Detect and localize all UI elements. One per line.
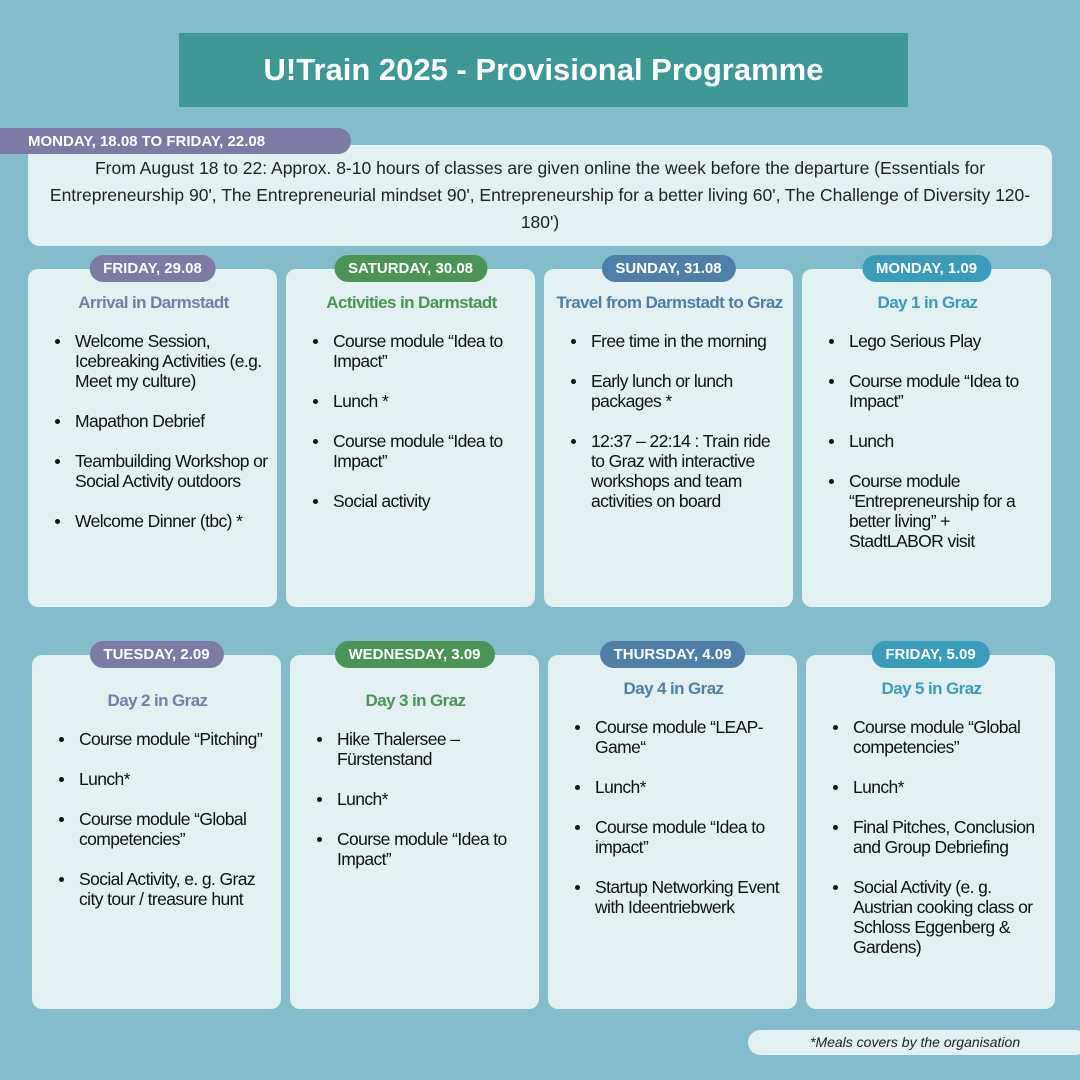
list-item: Course module “Idea to impact” [558, 817, 789, 857]
day-heading: Day 3 in Graz [365, 691, 466, 710]
footnote: *Meals covers by the organisation [748, 1030, 1080, 1055]
list-item: Hike Thalersee – Fürstenstand [300, 729, 531, 769]
day-badge: FRIDAY, 5.09 [871, 641, 989, 668]
day-card [544, 260, 793, 607]
day-card [806, 646, 1055, 1009]
page-title: U!Train 2025 - Provisional Programme [179, 33, 908, 107]
list-item: Startup Networking Event with Ideentriebwerk [558, 877, 789, 917]
activity-list [554, 331, 785, 511]
list-item: Course module “Idea to Impact” [296, 331, 527, 371]
list-item: Course module “Global competencies” [816, 717, 1047, 757]
day-card [286, 260, 535, 607]
day-badge: SATURDAY, 30.08 [334, 255, 487, 282]
list-item: Lunch* [558, 777, 789, 797]
list-item: Welcome Dinner (tbc) * [38, 511, 269, 531]
day-badge: WEDNESDAY, 3.09 [335, 641, 495, 668]
day-card [28, 260, 277, 607]
list-item: Course module “Idea to Impact” [812, 371, 1043, 411]
list-item: Social activity [296, 491, 527, 511]
day-card [290, 646, 539, 1009]
list-item: Course module “Pitching” [42, 729, 273, 749]
list-item: Teambuilding Workshop or Social Activity outdoors [38, 451, 269, 491]
list-item: 12:37 – 22:14 : Train ride to Graz with interactive workshops and team activities on board [554, 431, 785, 511]
list-item: Course module “Global competencies” [42, 809, 273, 849]
list-item: Course module “LEAP-Game“ [558, 717, 789, 757]
list-item: Social Activity, e. g. Graz city tour / treasure hunt [42, 869, 273, 909]
day-card [32, 646, 281, 1009]
day-heading: Travel from Darmstadt to Graz [556, 293, 783, 312]
activity-list [296, 331, 527, 511]
day-badge: FRIDAY, 29.08 [89, 255, 216, 282]
day-badge: MONDAY, 1.09 [862, 255, 991, 282]
day-heading: Day 2 in Graz [107, 691, 208, 710]
online-week-box [28, 145, 1052, 246]
list-item: Final Pitches, Conclusion and Group Debriefing [816, 817, 1047, 857]
list-item: Mapathon Debrief [38, 411, 269, 431]
list-item: Free time in the morning [554, 331, 785, 351]
day-heading: Day 5 in Graz [881, 679, 982, 698]
list-item: Lunch* [816, 777, 1047, 797]
list-item: Lego Serious Play [812, 331, 1043, 351]
day-card [548, 646, 797, 1009]
activity-list [42, 729, 273, 909]
list-item: Course module “Idea to Impact” [296, 431, 527, 471]
activity-list [558, 717, 789, 917]
day-badge: TUESDAY, 2.09 [89, 641, 223, 668]
list-item: Social Activity (e. g. Austrian cooking class or Schloss Eggenberg & Gardens) [816, 877, 1047, 957]
activity-list [300, 729, 531, 869]
day-badge: SUNDAY, 31.08 [601, 255, 735, 282]
online-week-text: From August 18 to 22: Approx. 8-10 hours of classes are given online the week before the departure (Essentials for Entrepreneurship 90', The Entrepreneurial mindset 90', Entrepreneurship for a better living 60', The Challenge of Diversity 120-180') [49, 158, 1031, 232]
list-item: Course module “Idea to Impact” [300, 829, 531, 869]
list-item: Lunch* [42, 769, 273, 789]
activity-list [38, 331, 269, 531]
online-week-badge: MONDAY, 18.08 TO FRIDAY, 22.08 [0, 128, 351, 154]
day-badge: THURSDAY, 4.09 [600, 641, 746, 668]
list-item: Early lunch or lunch packages * [554, 371, 785, 411]
day-heading: Day 1 in Graz [877, 293, 978, 312]
list-item: Course module “Entrepreneurship for a better living” + StadtLABOR visit [812, 471, 1043, 551]
day-card [802, 260, 1051, 607]
list-item: Lunch * [296, 391, 527, 411]
day-heading: Activities in Darmstadt [326, 293, 497, 312]
activity-list [816, 717, 1047, 957]
activity-list [812, 331, 1043, 551]
day-heading: Arrival in Darmstadt [78, 293, 229, 312]
list-item: Welcome Session, Icebreaking Activities (e.g. Meet my culture) [38, 331, 269, 391]
list-item: Lunch [812, 431, 1043, 451]
day-heading: Day 4 in Graz [623, 679, 724, 698]
list-item: Lunch* [300, 789, 531, 809]
